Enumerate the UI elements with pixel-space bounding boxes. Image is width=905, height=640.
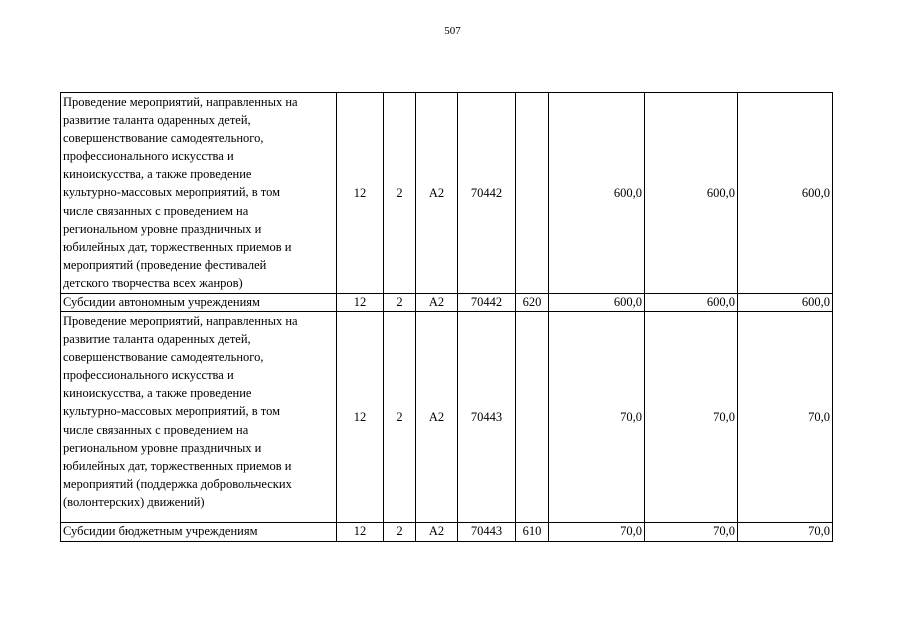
code-expense-type bbox=[516, 93, 549, 294]
value-year-2: 600,0 bbox=[645, 294, 738, 312]
code-expense-type: 620 bbox=[516, 294, 549, 312]
value-year-1: 600,0 bbox=[549, 294, 645, 312]
row-name: Субсидии автономным учреждениям bbox=[61, 294, 337, 312]
table-row bbox=[61, 312, 833, 523]
table-row bbox=[61, 294, 833, 312]
page-number: 507 bbox=[444, 25, 461, 37]
code-program: А2 bbox=[416, 294, 458, 312]
code-target: 70443 bbox=[458, 312, 516, 523]
code-program: А2 bbox=[416, 93, 458, 294]
table-row bbox=[61, 93, 833, 294]
value-year-2: 70,0 bbox=[645, 312, 738, 523]
value-year-1: 70,0 bbox=[549, 523, 645, 542]
value-year-3: 600,0 bbox=[738, 294, 833, 312]
code-target: 70442 bbox=[458, 93, 516, 294]
value-year-1: 70,0 bbox=[549, 312, 645, 523]
code-target: 70442 bbox=[458, 294, 516, 312]
code-expense-type bbox=[516, 312, 549, 523]
code-subsection: 2 bbox=[384, 523, 416, 542]
code-subsection: 2 bbox=[384, 312, 416, 523]
value-year-2: 600,0 bbox=[645, 93, 738, 294]
value-year-3: 70,0 bbox=[738, 523, 833, 542]
code-expense-type: 610 bbox=[516, 523, 549, 542]
value-year-3: 70,0 bbox=[738, 312, 833, 523]
row-name: Проведение мероприятий, направленных на развитие таланта одаренных детей, совершенствование самодеятельного, профессионального искусства и киноискусства, а также проведение культурно-массовых мероприятий, в том числе связанных с проведением на региональном уровне праздничных и юбилейных дат, торжественных приемов и мероприятий (поддержка добровольческих (волонтерских) движений) bbox=[61, 312, 337, 523]
code-section: 12 bbox=[337, 93, 384, 294]
code-section: 12 bbox=[337, 312, 384, 523]
code-section: 12 bbox=[337, 523, 384, 542]
budget-table bbox=[60, 92, 833, 542]
code-section: 12 bbox=[337, 294, 384, 312]
value-year-2: 70,0 bbox=[645, 523, 738, 542]
code-program: А2 bbox=[416, 523, 458, 542]
code-subsection: 2 bbox=[384, 294, 416, 312]
row-name: Субсидии бюджетным учреждениям bbox=[61, 523, 337, 542]
code-program: А2 bbox=[416, 312, 458, 523]
table-row bbox=[61, 523, 833, 542]
value-year-1: 600,0 bbox=[549, 93, 645, 294]
code-target: 70443 bbox=[458, 523, 516, 542]
value-year-3: 600,0 bbox=[738, 93, 833, 294]
code-subsection: 2 bbox=[384, 93, 416, 294]
row-name: Проведение мероприятий, направленных на развитие таланта одаренных детей, совершенствование самодеятельного, профессионального искусства и киноискусства, а также проведение культурно-массовых мероприятий, в том числе связанных с проведением на региональном уровне праздничных и юбилейных дат, торжественных приемов и мероприятий (проведение фестивалей детского творчества всех жанров) bbox=[61, 93, 337, 294]
